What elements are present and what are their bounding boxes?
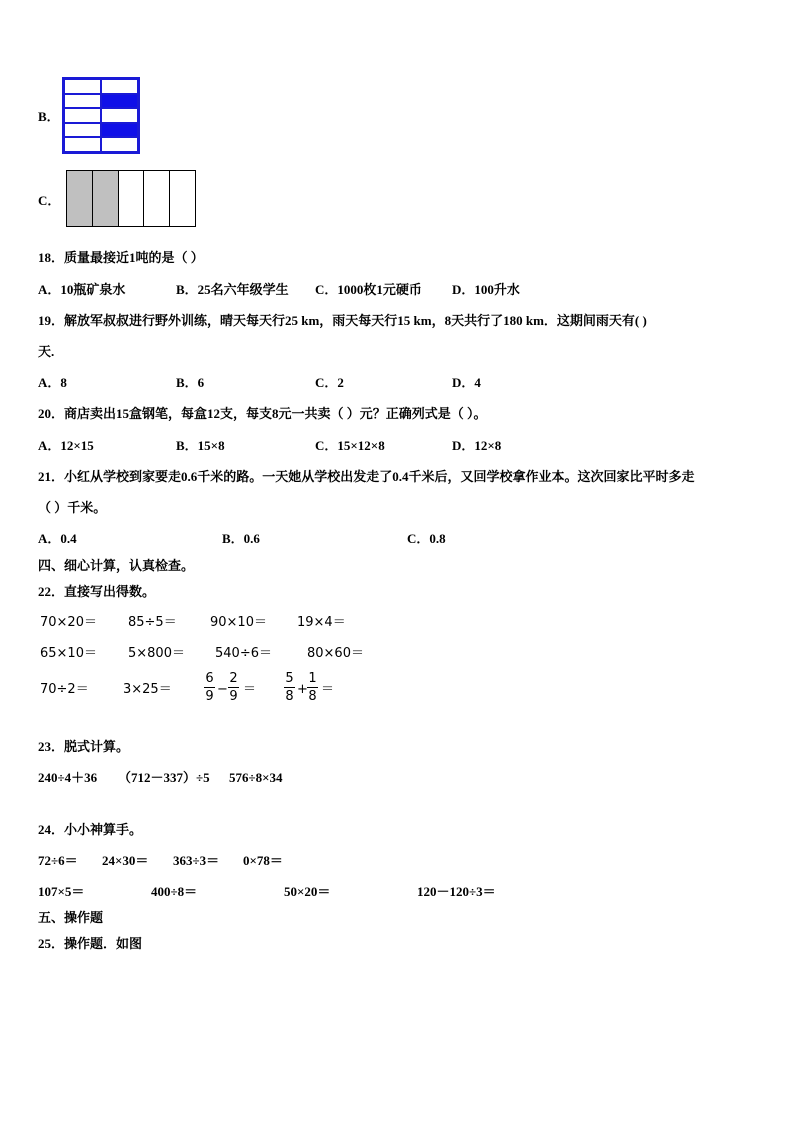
question-20-stem: 20．商店卖出15盒钢笔，每盒12支，每支8元一共卖（ ）元？正确列式是（ ）。 [38,406,487,421]
q22-item: 540÷6＝ [215,646,272,661]
q22-item: 3×25＝ [123,682,172,697]
q20-option-b[interactable]: B．15×8 [176,438,225,453]
q22-item: 65×10＝ [40,646,97,661]
denominator: 8 [285,689,294,704]
q24-item: 0×78＝ [243,853,283,868]
equals-sign: ＝ [243,682,257,697]
fraction-bar [228,687,239,688]
q20-option-a[interactable]: A．12×15 [38,438,94,453]
grid-cell [64,108,101,123]
option-c-label: C． [38,193,61,208]
question-21-stem-cont: （ ）千米。 [38,500,107,515]
question-19-stem: 19．解放军叔叔进行野外训练，晴天每天行25 km，雨天每天行15 km，8天共行了180 km．这期间雨天有( ) [38,313,647,328]
fraction [307,671,318,704]
q23-item: （712－337）÷5 [118,770,210,785]
bar-segment [170,171,195,226]
grid-cell [101,108,138,123]
numerator: 2 [229,671,238,686]
denominator: 9 [205,689,214,704]
question-23-stem: 23．脱式计算。 [38,739,130,754]
grid-cell [64,123,101,138]
question-21-stem: 21．小红从学校到家要走0.6千米的路。一天她从学校出发走了0.4千米后，又回学校拿作业本。这次回家比平时多走 [38,469,695,484]
q18-option-c[interactable]: C．1000枚1元硬币 [315,282,422,297]
q24-item: 363÷3＝ [173,853,220,868]
q22-item: 85÷5＝ [128,615,177,630]
q21-option-a[interactable]: A．0.4 [38,531,77,546]
fraction-bar [204,687,215,688]
q22-item: 70×20＝ [40,615,97,630]
plus-operator: + [297,682,308,697]
q24-item: 50×20＝ [284,884,331,899]
q22-item: 70÷2＝ [40,682,89,697]
question-24-stem: 24．小小神算手。 [38,822,143,837]
question-25-stem: 25．操作题．如图 [38,936,143,951]
q24-item: 72÷6＝ [38,853,78,868]
q18-option-d[interactable]: D．100升水 [452,282,520,297]
q24-item: 107×5＝ [38,884,85,899]
section-4-heading: 四、细心计算，认真检查。 [38,558,195,573]
fraction-bar [284,687,295,688]
bar-segment-shaded [93,171,119,226]
grid-cell [64,79,101,94]
q22-item: 5×800＝ [128,646,185,661]
question-19-stem-cont: 天. [38,344,55,359]
bar-segment [119,171,145,226]
q21-option-c[interactable]: C．0.8 [407,531,446,546]
q21-option-b[interactable]: B．0.6 [222,531,260,546]
q18-option-b[interactable]: B．25名六年级学生 [176,282,289,297]
q19-option-c[interactable]: C．2 [315,375,344,390]
denominator: 9 [229,689,238,704]
q20-option-c[interactable]: C．15×12×8 [315,438,385,453]
numerator: 5 [285,671,294,686]
grid-cell [64,94,101,109]
fraction-bar [307,687,318,688]
question-22-stem: 22．直接写出得数。 [38,584,156,599]
q18-option-a[interactable]: A．10瓶矿泉水 [38,282,126,297]
equals-sign: ＝ [321,682,335,697]
section-5-heading: 五、操作题 [38,910,104,925]
grid-cell-shaded [101,123,138,138]
grid-cell [101,79,138,94]
q19-option-a[interactable]: A．8 [38,375,67,390]
fraction [204,671,215,704]
q24-item: 24×30＝ [102,853,149,868]
grid-cell [101,137,138,152]
numerator: 1 [308,671,317,686]
numerator: 6 [205,671,214,686]
question-18-stem: 18．质量最接近1吨的是（ ） [38,250,204,265]
grid-figure-b [62,77,140,154]
q20-option-d[interactable]: D．12×8 [452,438,502,453]
bar-figure-c [66,170,196,227]
bar-segment [144,171,170,226]
q23-item: 576÷8×34 [229,770,283,785]
q19-option-b[interactable]: B．6 [176,375,205,390]
fraction [284,671,295,704]
grid-cell [64,137,101,152]
option-b-label: B． [38,109,60,124]
q19-option-d[interactable]: D．4 [452,375,481,390]
minus-operator: − [217,682,228,697]
q22-item: 90×10＝ [210,615,267,630]
q23-item: 240÷4＋36 [38,770,98,785]
bar-segment-shaded [67,171,93,226]
grid-cell-shaded [101,94,138,109]
q22-item: 80×60＝ [307,646,364,661]
fraction [228,671,239,704]
q24-item: 400÷8＝ [151,884,198,899]
denominator: 8 [308,689,317,704]
q24-item: 120－120÷3＝ [417,884,496,899]
q22-item: 19×4＝ [297,615,346,630]
